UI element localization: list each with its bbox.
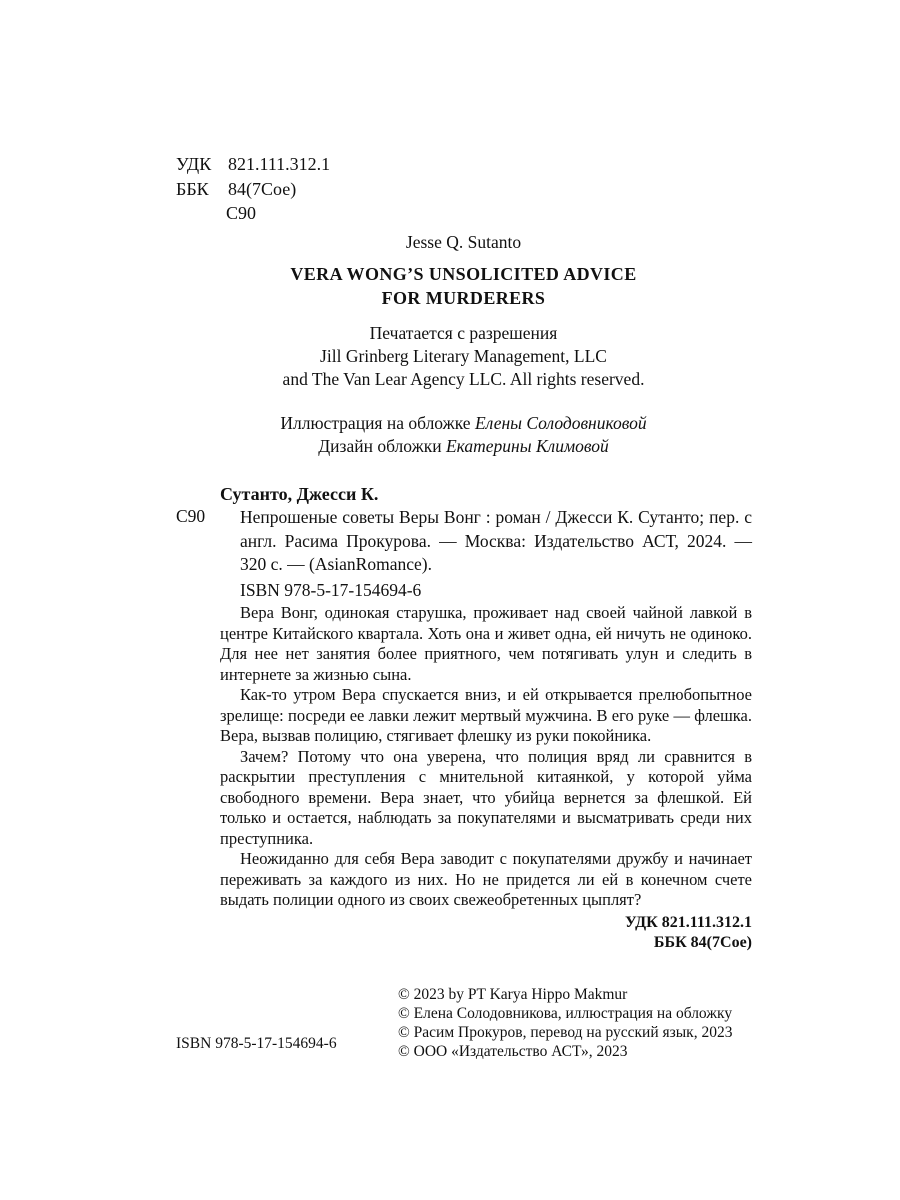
author-sign: С90	[226, 203, 257, 223]
copyright-block	[398, 985, 732, 1061]
copyright-line: © ООО «Издательство АСТ», 2023	[398, 1043, 628, 1060]
design-credit	[176, 435, 751, 458]
bibliographic-sign: С90	[176, 506, 206, 526]
permission-notice	[176, 322, 751, 391]
copyright-line: © Елена Солодовникова, иллюстрация на обложку	[398, 1005, 733, 1022]
original-title-line-1: VERA WONG’S UNSOLICITED ADVICE	[290, 264, 637, 284]
design-prefix: Дизайн обложки	[318, 436, 442, 456]
designer-name: Екатерины Климовой	[445, 436, 609, 456]
bbk-right: ББК 84(7Сое)	[653, 934, 752, 951]
permission-line-2: Jill Grinberg Literary Management, LLC	[320, 346, 607, 366]
bbk-row	[176, 177, 330, 202]
bibliographic-description: Непрошеные советы Веры Вонг : роман / Джесси К. Сутанто; пер. с англ. Расима Прокурова. — Москва: Издательство АСТ, 2024. — 320 с. — (AsianRomance).	[240, 507, 752, 574]
annotation	[220, 603, 752, 911]
udk-right: УДК 821.111.312.1	[625, 914, 752, 931]
annotation-paragraph: Как-то утром Вера спускается вниз, и ей открывается прелюбопытное зрелище: посреди ее лавки лежит мертвый мужчина. В его руке — флешка. Вера, вызвав полицию, стягивает флешку из руки покойника.	[220, 685, 752, 745]
bbk-value: 84(7Сое)	[228, 178, 297, 199]
copyright-line: © Расим Прокуров, перевод на русский язык, 2023	[398, 1024, 733, 1041]
isbn-main: ISBN 978-5-17-154694-6	[240, 580, 422, 600]
udk-row	[176, 152, 330, 177]
permission-line-3: and The Van Lear Agency LLC. All rights reserved.	[282, 369, 645, 389]
permission-line-1: Печатается с разрешения	[369, 323, 558, 343]
original-title-line-2: FOR MURDERERS	[381, 288, 546, 308]
original-title	[176, 262, 751, 310]
codes-right	[560, 913, 752, 953]
illustration-prefix: Иллюстрация на обложке	[280, 413, 471, 433]
copyright-line: © 2023 by PT Karya Hippo Makmur	[398, 986, 628, 1003]
bibliographic-author: Сутанто, Джесси К.	[220, 484, 379, 504]
classification-codes	[176, 152, 330, 226]
bbk-label: ББК	[176, 178, 209, 199]
udk-label: УДК	[176, 154, 212, 174]
annotation-paragraph: Зачем? Потому что она уверена, что полиция вряд ли сравнится в раскрытии преступления с мнительной китаянкой, у которой уйма свободного времени. Вера знает, что убийца вернется за флешкой. Ей только и остается, наблюдать за покупателями и высматривать среди них преступника.	[220, 746, 752, 848]
udk-value: 821.111.312.1	[228, 154, 331, 174]
original-author: Jesse Q. Sutanto	[405, 232, 522, 252]
annotation-paragraph: Неожиданно для себя Вера заводит с покупателями дружбу и начинает переживать за каждого из них. Но не придется ли ей в конечном счете выдать полиции одного из своих свежеобретенных цыплят?	[220, 849, 752, 909]
isbn-bottom: ISBN 978-5-17-154694-6	[176, 1035, 337, 1052]
cover-credits	[176, 412, 751, 458]
illustration-credit	[176, 412, 751, 435]
annotation-paragraph: Вера Вонг, одинокая старушка, проживает над своей чайной лавкой в центре Китайского квартала. Хоть она и живет одна, ей ничуть не одиноко. Для нее нет занятия более приятного, чем потягивать улун и следить в интернете за жизнью сына.	[220, 603, 752, 684]
illustrator-name: Елены Солодовниковой	[474, 413, 647, 433]
